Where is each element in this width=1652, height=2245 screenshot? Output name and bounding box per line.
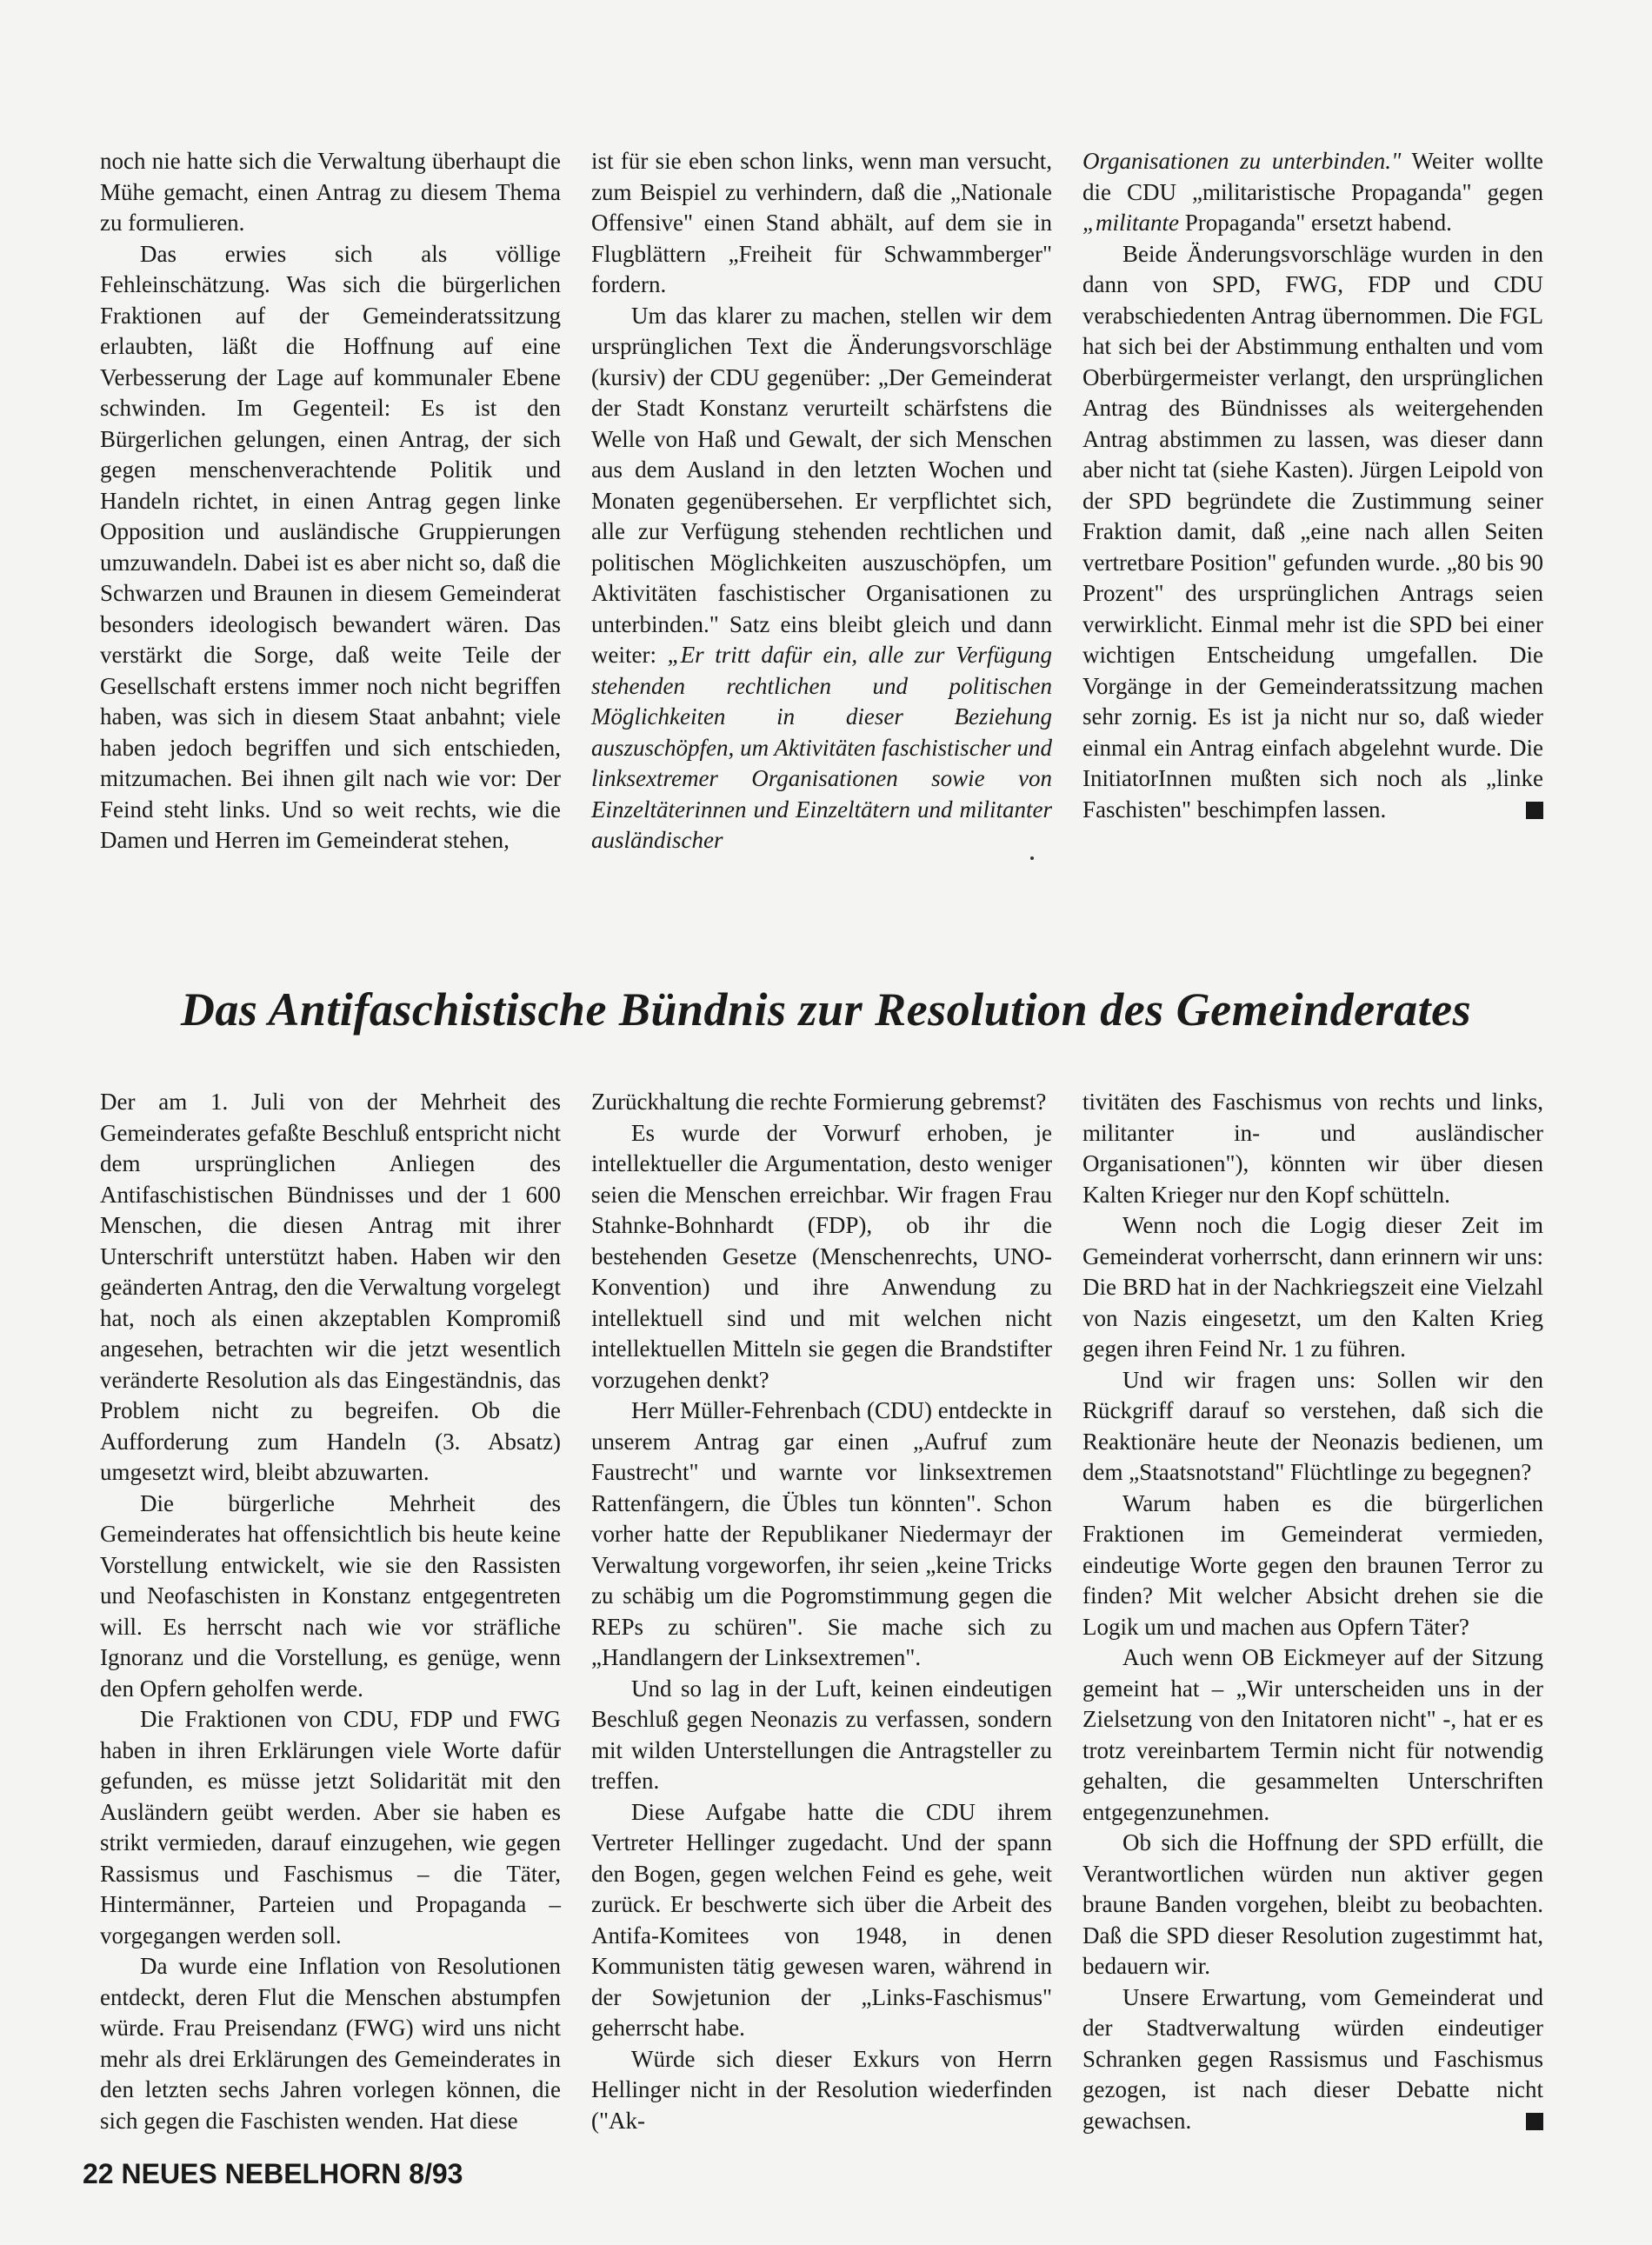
end-of-article-icon: ↗ xyxy=(1526,2113,1543,2130)
italic-text-run: „militante xyxy=(1082,210,1180,236)
end-of-article-icon: ↗ xyxy=(1526,802,1543,819)
paragraph: Und wir fragen uns: Sollen wir den Rückgriff darauf so verstehen, daß sich die Reaktionäre heute der Neonazis bedienen, um dem „Staatsnotstand" Flüchtlinge zu begegnen? xyxy=(1082,1366,1543,1485)
bottom-column-2 xyxy=(591,1087,1052,2136)
section-headline: Das Antifaschistische Bündnis zur Resolution des Gemeinderates xyxy=(180,983,1472,1036)
paragraph: Und so lag in der Luft, keinen eindeutigen Beschluß gegen Neonazis zu verfassen, sondern mit wilden Unterstellungen die Antragsteller zu treffen. xyxy=(591,1675,1052,1794)
paragraph: Da wurde eine Inflation von Resolutionen entdeckt, deren Flut die Menschen abstumpfen würde. Frau Preisendanz (FWG) wird uns nicht mehr als drei Erklärungen des Gemeinderates in den letzten sechs Jahren vorlegen können, die sich gegen die Faschisten wenden. Hat diese xyxy=(100,1953,561,2134)
text-run: Weiter wollte die CDU „militaristische Propaganda" gegen xyxy=(1082,148,1543,205)
italic-text-run: „Er tritt dafür ein, alle zur Verfügung stehenden rechtlichen und politischen Möglichkeiten in dieser Beziehung auszuschöpfen, um Aktivitäten faschistischer und linksextremer Organisationen sowie von Einzeltäterinnen und Einzeltätern und militanter ausländischer xyxy=(591,642,1052,853)
bottom-article xyxy=(100,1087,1576,2136)
text-run: Propaganda" ersetzt habend. xyxy=(1179,210,1452,236)
paragraph: Das erwies sich als völlige Fehleinschätzung. Was sich die bürgerlichen Fraktionen auf der Gemeinderatssitzung erlaubten, läßt die Hoffnung auf eine Verbesserung der Lage auf kommunaler Ebene schwinden. Im Gegenteil: Es ist den Bürgerlichen gelungen, einen Antrag, der sich gegen menschenverachtende Politik und Handeln richtet, in einen Antrag gegen linke Opposition und ausländische Gruppierungen umzuwandeln. Dabei ist es aber nicht so, daß die Schwarzen und Braunen in diesem Gemeinderat besonders ideologisch bewandert wären. Das verstärkt die Sorge, daß weite Teile der Gesellschaft erstens immer noch nicht begriffen haben, was sich in diesem Staat anbahnt; viele haben jedoch begriffen und sich entschieden, mitzumachen. Bei ihnen gilt nach wie vor: Der Feind steht links. Und so weit rechts, wie die Damen und Herren im Gemeinderat stehen, xyxy=(100,240,561,853)
paragraph: Herr Müller-Fehrenbach (CDU) entdeckte in unserem Antrag gar einen „Aufruf zum Faustrecht" und warnte vor linksextremen Rattenfängern, die Übles tun könnten". Schon vorher hatte der Republikaner Niedermayr der Verwaltung vorgeworfen, ihr seien „keine Tricks zu schäbig um die Pogromstimmung gegen die REPs zu schüren". Sie mache sich zu „Handlangern der Linksextremen". xyxy=(591,1397,1052,1670)
paragraph xyxy=(1082,146,1543,239)
paragraph: noch nie hatte sich die Verwaltung überhaupt die Mühe gemacht, einen Antrag zu diesem Thema zu formulieren. xyxy=(100,148,561,236)
top-article xyxy=(100,146,1576,856)
paragraph: Die bürgerliche Mehrheit des Gemeinderates hat offensichtlich bis heute keine Vorstellung entwickelt, wie sie den Rassisten und Neofaschisten in Konstanz entgegentreten will. Es herrscht nach wie vor sträfliche Ignoranz und die Vorstellung, es genüge, wenn den Opfern geholfen werde. xyxy=(100,1489,561,1702)
paragraph: Auch wenn OB Eickmeyer auf der Sitzung gemeint hat – „Wir unterscheiden uns in der Zielsetzung von den Initatoren nicht" -, hat er es trotz vereinbartem Termin nicht für notwendig gehalten, die gesammelten Unterschriften entgegenzunehmen. xyxy=(1082,1644,1543,1825)
text-run: Beide Änderungsvorschläge wurden in den dann von SPD, FWG, FDP und CDU verabschiedenten Antrag übernommen. Die FGL hat sich bei der Abstimmung enthalten und vom Oberbürgermeister verlangt, den ursprünglichen Antrag des Bündnisses als weitergehenden Antrag abstimmen zu lassen, was dieser dann aber nicht tat (siehe Kasten). Jürgen Leipold von der SPD begründete die Zustimmung seiner Fraktion damit, daß „eine nach allen Seiten vertretbare Position" gefunden wurde. „80 bis 90 Prozent" des ursprünglichen Antrags seien verwirklicht. Einmal mehr ist die SPD bei einer wichtigen Entscheidung umgefallen. Die Vorgänge in der Gemeinderatssitzung machen sehr zornig. Es ist ja nicht nur so, daß wieder einmal ein Antrag einfach abgelehnt wurde. Die InitiatorInnen mußten sich noch als „linke Faschisten" beschimpfen lassen. xyxy=(1082,240,1543,823)
decorative-dot xyxy=(1030,856,1034,860)
paragraph xyxy=(1082,239,1576,826)
top-column-2 xyxy=(591,146,1052,856)
top-column-3 xyxy=(1082,146,1576,856)
paragraph: Es wurde der Vorwurf erhoben, je intellektueller die Argumentation, desto weniger seien die Menschen erreichbar. Wir fragen Frau Stahnke-Bohnhardt (FDP), ob ihr die bestehenden Gesetze (Menschenrechts, UNO-Konvention) und ihre Anwendung zu intellektuell sind und mit welchen nicht intellektuellen Mitteln sie gegen die Brandstifter vorzugehen denkt? xyxy=(591,1119,1052,1393)
paragraph: Die Fraktionen von CDU, FDP und FWG haben in ihren Erklärungen viele Worte dafür gefunden, es müsse jetzt Solidarität mit den Ausländern geübt werden. Aber sie haben es strikt vermieden, darauf einzugehen, wie gegen Rassismus und Faschismus – die Täter, Hintermänner, Parteien und Propaganda – vorgegangen werden soll. xyxy=(100,1706,561,1949)
paragraph: Ob sich die Hoffnung der SPD erfüllt, die Verantwortlichen würden nun aktiver gegen braune Banden vorgehen, bleibt zu beobachten. Daß die SPD dieser Resolution zugestimmt hat, bedauern wir. xyxy=(1082,1829,1543,1979)
paragraph: Zurückhaltung die rechte Formierung gebremst? xyxy=(591,1089,1047,1115)
paragraph: Warum haben es die bürgerlichen Fraktionen im Gemeinderat vermieden, eindeutige Worte gegen den braunen Terror zu finden? Mit welcher Absicht drehen sie die Logik um und machen aus Opfern Täter? xyxy=(1082,1489,1543,1640)
page-footer: 22 NEUES NEBELHORN 8/93 xyxy=(83,2158,463,2189)
italic-text-run: Organisationen zu unterbinden." xyxy=(1082,148,1402,174)
paragraph: Der am 1. Juli von der Mehrheit des Gemeinderates gefaßte Beschluß entspricht nicht dem ursprünglichen Anliegen des Antifaschistischen Bündnisses und der 1 600 Menschen, die diesen Antrag mit ihrer Unterschrift unterstützt haben. Haben wir den geänderten Antrag, den die Verwaltung vorgelegt hat, noch als einen akzeptablen Kompromiß angesehen, betrachten wir die jetzt wesentlich veränderte Resolution als das Eingeständnis, das Problem nicht zu begreifen. Ob die Aufforderung zum Handeln (3. Absatz) umgesetzt wird, bleibt abzuwarten. xyxy=(100,1089,561,1485)
paragraph: tivitäten des Faschismus von rechts und links, militanter in- und ausländischer Organisationen"), könnten wir über diesen Kalten Krieger nur den Kopf schütteln. xyxy=(1082,1089,1543,1208)
bottom-column-1 xyxy=(100,1087,561,2136)
paragraph: Wenn noch die Logig dieser Zeit im Gemeinderat vorherrscht, dann erinnern wir uns: Die BRD hat in der Nachkriegszeit eine Vielzahl von Nazis eingesetzt, um den Kalten Krieg gegen ihren Feind Nr. 1 zu führen. xyxy=(1082,1212,1543,1362)
paragraph: Diese Aufgabe hatte die CDU ihrem Vertreter Hellinger zugedacht. Und der spann den Bogen, gegen welchen Feind es gehe, weit zurück. Er beschwerte sich über die Arbeit des Antifa-Komitees von 1948, in denen Kommunisten tätig gewesen waren, während in der Sowjetunion der „Links-Faschismus" geherrscht habe. xyxy=(591,1798,1052,2041)
paragraph xyxy=(1082,1982,1576,2137)
bottom-column-3 xyxy=(1082,1087,1576,2136)
paragraph: ist für sie eben schon links, wenn man versucht, zum Beispiel zu verhindern, daß die „Nationale Offensive" einen Stand abhält, auf dem sie in Flugblättern „Freiheit für Schwammberger" fordern. xyxy=(591,148,1052,297)
top-column-1 xyxy=(100,146,561,856)
text-run: Um das klarer zu machen, stellen wir dem ursprünglichen Text die Änderungsvorschläge (kursiv) der CDU gegenüber: „Der Gemeinderat der Stadt Konstanz verurteilt schärfstens die Welle von Haß und Gewalt, der sich Menschen aus dem Ausland in den letzten Wochen und Monaten gegenübersehen. Er verpflichtet sich, alle zur Verfügung stehenden rechtlichen und politischen Möglichkeiten auszuschöpfen, um Aktivitäten faschistischer Organisationen zu unterbinden." Satz eins bleibt gleich und dann weiter: xyxy=(591,302,1052,668)
text-run: Unsere Erwartung, vom Gemeinderat und der Stadtverwaltung würden eindeutiger Schranken gegen Rassismus und Faschismus gezogen, ist nach dieser Debatte nicht gewachsen. xyxy=(1082,1983,1543,2134)
paragraph: Würde sich dieser Exkurs von Herrn Hellinger nicht in der Resolution wiederfinden ("Ak- xyxy=(591,2045,1052,2134)
paragraph xyxy=(591,301,1052,856)
